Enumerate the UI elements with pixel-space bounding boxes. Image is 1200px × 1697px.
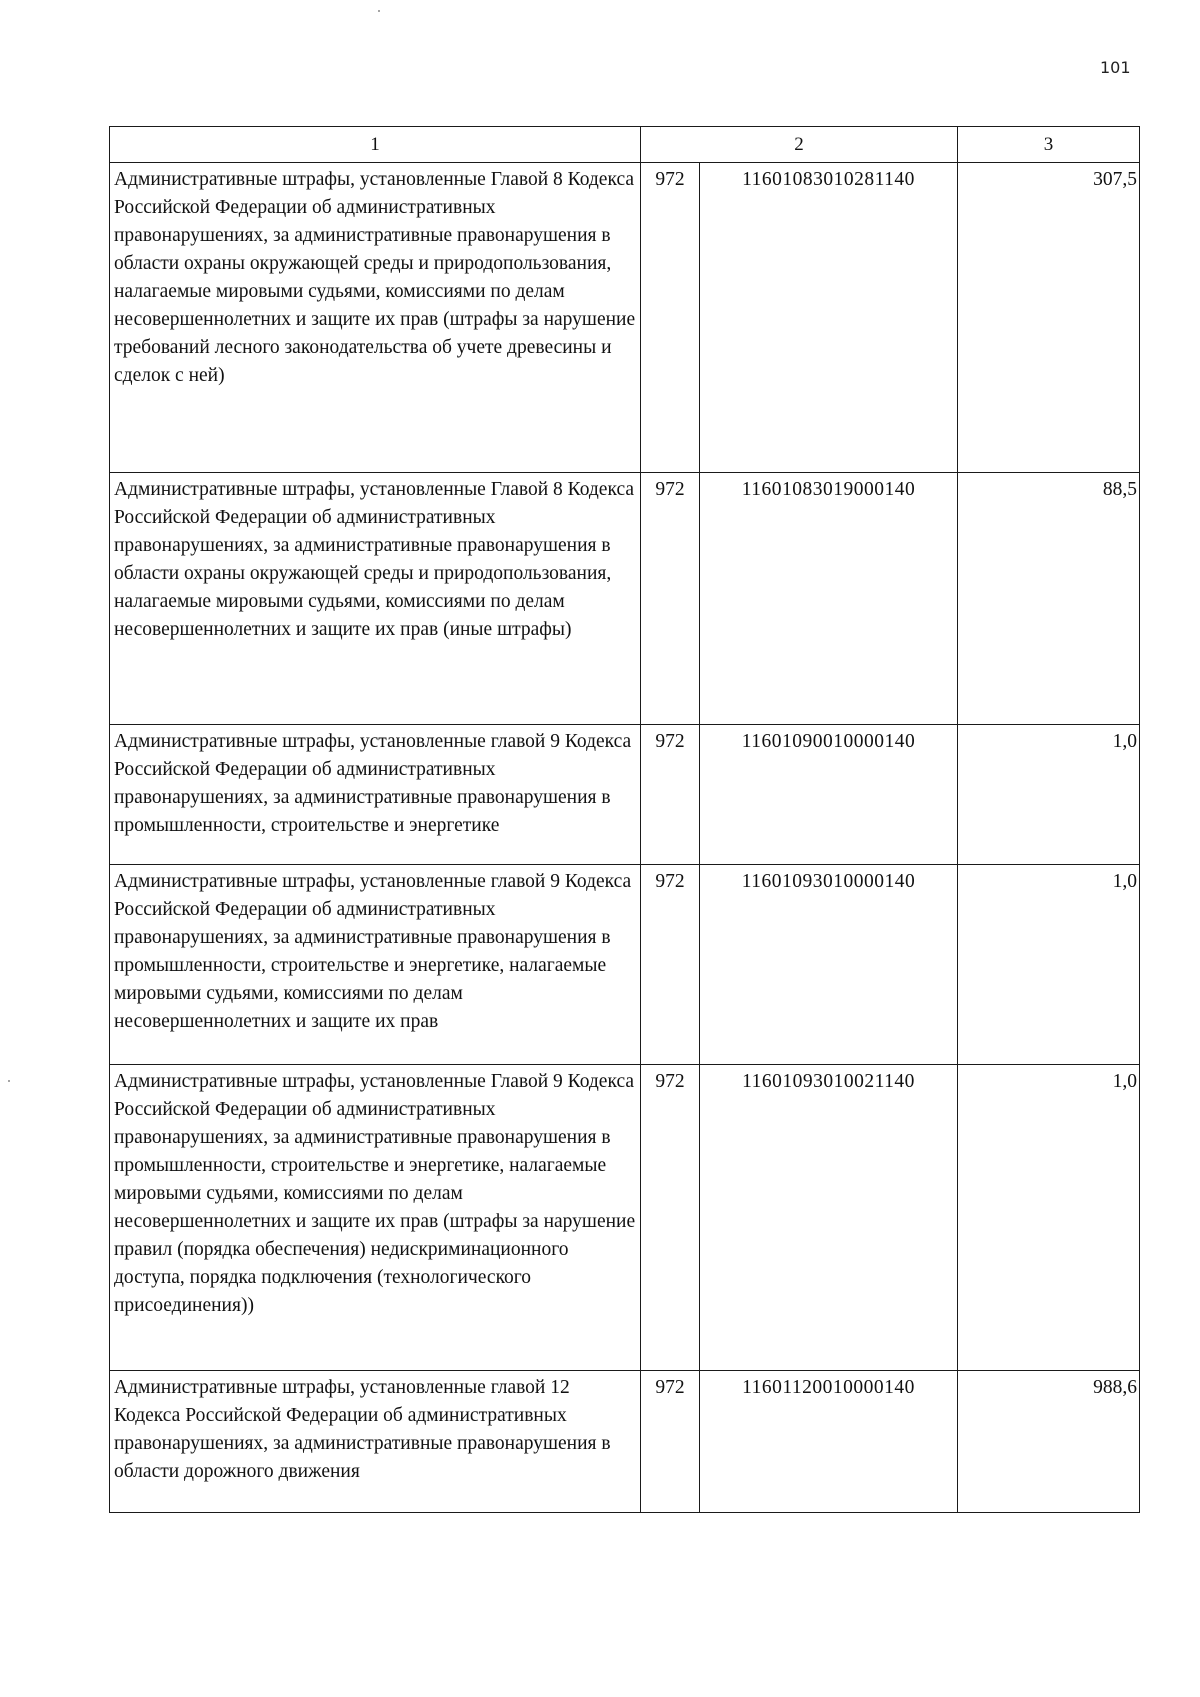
row-amount: 307,5 xyxy=(958,163,1140,473)
row-admin-code: 972 xyxy=(641,865,700,1065)
row-kbk-code: 11601093010000140 xyxy=(700,865,958,1065)
row-description: Административные штрафы, установленные Главой 8 Кодекса Российской Федерации об административных правонарушениях, за административные правонарушения в области охраны окружающей среды и природопользования, налагаемые мировыми судьями, комиссиями по делам несовершеннолетних и защите их прав (штрафы за нарушение требований лесного законодательства об учете древесины и сделок с ней) xyxy=(110,163,641,473)
row-admin-code: 972 xyxy=(641,1065,700,1371)
page-number: 101 xyxy=(1100,58,1131,77)
table-row xyxy=(110,1065,1140,1371)
row-admin-code: 972 xyxy=(641,725,700,865)
row-admin-code: 972 xyxy=(641,163,700,473)
row-kbk-code: 11601090010000140 xyxy=(700,725,958,865)
row-amount: 1,0 xyxy=(958,725,1140,865)
table-row xyxy=(110,163,1140,473)
column-header-3: 3 xyxy=(958,127,1140,163)
row-kbk-code: 11601093010021140 xyxy=(700,1065,958,1371)
row-kbk-code: 11601083010281140 xyxy=(700,163,958,473)
table-row xyxy=(110,473,1140,725)
row-kbk-code: 11601083019000140 xyxy=(700,473,958,725)
table-row xyxy=(110,725,1140,865)
row-description: Административные штрафы, установленные Главой 9 Кодекса Российской Федерации об административных правонарушениях, за административные правонарушения в промышленности, строительстве и энергетике, налагаемые мировыми судьями, комиссиями по делам несовершеннолетних и защите их прав (штрафы за нарушение правил (порядка обеспечения) недискриминационного доступа, порядка подключения (технологического присоединения)) xyxy=(110,1065,641,1371)
row-admin-code: 972 xyxy=(641,1371,700,1513)
scan-speck xyxy=(8,1080,10,1082)
row-description: Административные штрафы, установленные главой 9 Кодекса Российской Федерации об административных правонарушениях, за административные правонарушения в промышленности, строительстве и энергетике xyxy=(110,725,641,865)
row-amount: 988,6 xyxy=(958,1371,1140,1513)
row-admin-code: 972 xyxy=(641,473,700,725)
row-description: Административные штрафы, установленные главой 12 Кодекса Российской Федерации об административных правонарушениях, за административные правонарушения в области дорожного движения xyxy=(110,1371,641,1513)
column-header-2: 2 xyxy=(641,127,958,163)
row-amount: 1,0 xyxy=(958,1065,1140,1371)
row-kbk-code: 11601120010000140 xyxy=(700,1371,958,1513)
scan-speck xyxy=(378,10,380,12)
revenue-table xyxy=(109,126,1140,1513)
row-description: Административные штрафы, установленные Главой 8 Кодекса Российской Федерации об административных правонарушениях, за административные правонарушения в области охраны окружающей среды и природопользования, налагаемые мировыми судьями, комиссиями по делам несовершеннолетних и защите их прав (иные штрафы) xyxy=(110,473,641,725)
row-amount: 88,5 xyxy=(958,473,1140,725)
row-description: Административные штрафы, установленные главой 9 Кодекса Российской Федерации об административных правонарушениях, за административные правонарушения в промышленности, строительстве и энергетике, налагаемые мировыми судьями, комиссиями по делам несовершеннолетних и защите их прав xyxy=(110,865,641,1065)
row-amount: 1,0 xyxy=(958,865,1140,1065)
table-row xyxy=(110,865,1140,1065)
table-header-row xyxy=(110,127,1140,163)
column-header-1: 1 xyxy=(110,127,641,163)
table-row xyxy=(110,1371,1140,1513)
